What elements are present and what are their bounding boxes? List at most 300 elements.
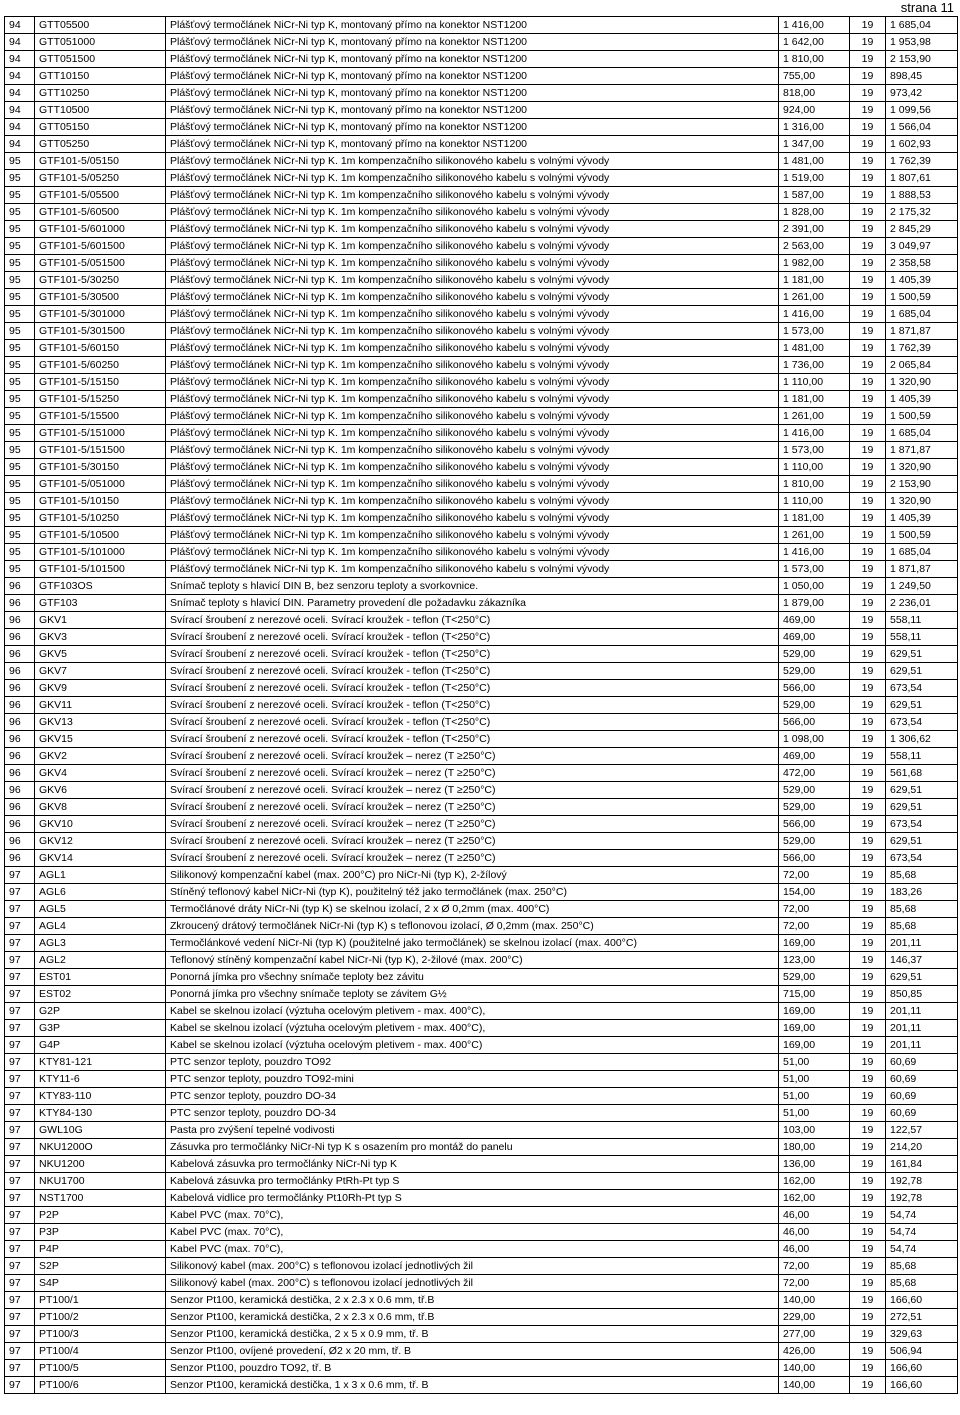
product-code-cell: GTF101-5/05150 (35, 153, 166, 170)
table-row (5, 816, 958, 833)
price-with-vat-cell: 1 685,04 (886, 544, 958, 561)
table-row (5, 1207, 958, 1224)
description-cell: Plášťový termočlánek NiCr-Ni typ K. 1m kompenzačního silikonového kabelu s volnými vývody (166, 476, 779, 493)
product-code-cell: P4P (35, 1241, 166, 1258)
price-cell: 755,00 (779, 68, 850, 85)
description-cell: Termočlánkové vedení NiCr-Ni (typ K) (použitelné jako termočlánek) se skelnou izolací (max. 400°C) (166, 935, 779, 952)
catalog-page-cell: 97 (5, 1088, 35, 1105)
description-cell: Senzor Pt100, ovíjené provedení, Ø2 x 20 mm, tř. B (166, 1343, 779, 1360)
vat-cell: 19 (850, 629, 886, 646)
catalog-page-cell: 95 (5, 255, 35, 272)
vat-cell: 19 (850, 374, 886, 391)
price-with-vat-cell: 192,78 (886, 1173, 958, 1190)
product-code-cell: P3P (35, 1224, 166, 1241)
price-with-vat-cell: 558,11 (886, 748, 958, 765)
description-cell: Plášťový termočlánek NiCr-Ni typ K. 1m kompenzačního silikonového kabelu s volnými vývody (166, 204, 779, 221)
catalog-page-cell: 95 (5, 153, 35, 170)
price-cell: 72,00 (779, 918, 850, 935)
catalog-page-cell: 97 (5, 952, 35, 969)
description-cell: Plášťový termočlánek NiCr-Ni typ K. 1m kompenzačního silikonového kabelu s volnými vývody (166, 221, 779, 238)
price-cell: 472,00 (779, 765, 850, 782)
catalog-page-cell: 95 (5, 476, 35, 493)
product-code-cell: PT100/3 (35, 1326, 166, 1343)
catalog-page-cell: 95 (5, 238, 35, 255)
table-row (5, 833, 958, 850)
catalog-page-cell: 95 (5, 374, 35, 391)
price-with-vat-cell: 973,42 (886, 85, 958, 102)
catalog-page-cell: 97 (5, 1173, 35, 1190)
description-cell: Svírací šroubení z nerezové oceli. Svírací kroužek - teflon (T<250°C) (166, 646, 779, 663)
description-cell: Stíněný teflonový kabel NiCr-Ni (typ K), použitelný též jako termočlánek (max. 250°C) (166, 884, 779, 901)
vat-cell: 19 (850, 255, 886, 272)
vat-cell: 19 (850, 884, 886, 901)
description-cell: Senzor Pt100, keramická destička, 1 x 3 x 0.6 mm, tř. B (166, 1377, 779, 1394)
product-code-cell: GKV2 (35, 748, 166, 765)
product-code-cell: S2P (35, 1258, 166, 1275)
description-cell: Plášťový termočlánek NiCr-Ni typ K, montovaný přímo na konektor NST1200 (166, 68, 779, 85)
vat-cell: 19 (850, 391, 886, 408)
price-cell: 162,00 (779, 1173, 850, 1190)
description-cell: Plášťový termočlánek NiCr-Ni typ K. 1m kompenzačního silikonového kabelu s volnými vývody (166, 255, 779, 272)
description-cell: Plášťový termočlánek NiCr-Ni typ K. 1m kompenzačního silikonového kabelu s volnými vývody (166, 425, 779, 442)
product-code-cell: NST1700 (35, 1190, 166, 1207)
vat-cell: 19 (850, 612, 886, 629)
table-row (5, 306, 958, 323)
table-row (5, 629, 958, 646)
table-row (5, 1377, 958, 1394)
catalog-page-cell: 95 (5, 442, 35, 459)
price-with-vat-cell: 60,69 (886, 1071, 958, 1088)
catalog-page-cell: 97 (5, 1224, 35, 1241)
vat-cell: 19 (850, 204, 886, 221)
vat-cell: 19 (850, 1122, 886, 1139)
catalog-page-cell: 95 (5, 272, 35, 289)
catalog-page-cell: 97 (5, 1377, 35, 1394)
price-cell: 1 261,00 (779, 289, 850, 306)
vat-cell: 19 (850, 119, 886, 136)
table-row (5, 901, 958, 918)
table-row (5, 68, 958, 85)
description-cell: Zásuvka pro termočlánky NiCr-Ni typ K s osazením pro montáž do panelu (166, 1139, 779, 1156)
product-code-cell: GTF101-5/151000 (35, 425, 166, 442)
product-code-cell: GKV12 (35, 833, 166, 850)
table-row (5, 1275, 958, 1292)
table-row (5, 782, 958, 799)
description-cell: Plášťový termočlánek NiCr-Ni typ K, montovaný přímo na konektor NST1200 (166, 85, 779, 102)
price-with-vat-cell: 146,37 (886, 952, 958, 969)
table-row (5, 170, 958, 187)
product-code-cell: G3P (35, 1020, 166, 1037)
price-cell: 169,00 (779, 1020, 850, 1037)
table-row (5, 136, 958, 153)
product-code-cell: GTF101-5/301500 (35, 323, 166, 340)
price-with-vat-cell: 2 065,84 (886, 357, 958, 374)
description-cell: Senzor Pt100, pouzdro TO92, tř. B (166, 1360, 779, 1377)
product-code-cell: GTF101-5/30250 (35, 272, 166, 289)
product-code-cell: EST02 (35, 986, 166, 1003)
price-cell: 715,00 (779, 986, 850, 1003)
price-cell: 426,00 (779, 1343, 850, 1360)
table-row (5, 17, 958, 34)
catalog-page-cell: 94 (5, 17, 35, 34)
price-cell: 154,00 (779, 884, 850, 901)
description-cell: Plášťový termočlánek NiCr-Ni typ K, montovaný přímo na konektor NST1200 (166, 136, 779, 153)
table-row (5, 867, 958, 884)
price-cell: 529,00 (779, 969, 850, 986)
price-with-vat-cell: 2 175,32 (886, 204, 958, 221)
description-cell: Svírací šroubení z nerezové oceli. Svírací kroužek - teflon (T<250°C) (166, 714, 779, 731)
catalog-page-cell: 96 (5, 714, 35, 731)
price-with-vat-cell: 1 762,39 (886, 153, 958, 170)
price-with-vat-cell: 1 320,90 (886, 374, 958, 391)
price-with-vat-cell: 629,51 (886, 799, 958, 816)
price-with-vat-cell: 1 762,39 (886, 340, 958, 357)
price-with-vat-cell: 673,54 (886, 680, 958, 697)
catalog-page-cell: 95 (5, 544, 35, 561)
vat-cell: 19 (850, 102, 886, 119)
price-cell: 1 587,00 (779, 187, 850, 204)
price-with-vat-cell: 54,74 (886, 1241, 958, 1258)
price-with-vat-cell: 2 358,58 (886, 255, 958, 272)
vat-cell: 19 (850, 170, 886, 187)
catalog-page-cell: 97 (5, 1326, 35, 1343)
price-with-vat-cell: 85,68 (886, 867, 958, 884)
price-with-vat-cell: 673,54 (886, 714, 958, 731)
catalog-page-cell: 97 (5, 1139, 35, 1156)
table-row (5, 1173, 958, 1190)
table-row (5, 748, 958, 765)
catalog-page-cell: 95 (5, 561, 35, 578)
description-cell: Plášťový termočlánek NiCr-Ni typ K. 1m kompenzačního silikonového kabelu s volnými vývody (166, 238, 779, 255)
vat-cell: 19 (850, 34, 886, 51)
table-row (5, 1156, 958, 1173)
table-row (5, 1309, 958, 1326)
product-code-cell: GTF101-5/05250 (35, 170, 166, 187)
description-cell: Silikonový kabel (max. 200°C) s teflonovou izolací jednotlivých žil (166, 1275, 779, 1292)
price-cell: 529,00 (779, 799, 850, 816)
description-cell: Ponorná jímka pro všechny snímače teploty se závitem G½ (166, 986, 779, 1003)
product-code-cell: S4P (35, 1275, 166, 1292)
price-with-vat-cell: 122,57 (886, 1122, 958, 1139)
catalog-page-cell: 97 (5, 1258, 35, 1275)
table-row (5, 459, 958, 476)
product-code-cell: GTT05500 (35, 17, 166, 34)
catalog-page-cell: 95 (5, 204, 35, 221)
product-code-cell: PT100/5 (35, 1360, 166, 1377)
price-cell: 180,00 (779, 1139, 850, 1156)
price-cell: 72,00 (779, 1258, 850, 1275)
price-with-vat-cell: 850,85 (886, 986, 958, 1003)
vat-cell: 19 (850, 340, 886, 357)
product-code-cell: GTT05250 (35, 136, 166, 153)
table-row (5, 425, 958, 442)
price-with-vat-cell: 1 602,93 (886, 136, 958, 153)
description-cell: Silikonový kabel (max. 200°C) s teflonovou izolací jednotlivých žil (166, 1258, 779, 1275)
vat-cell: 19 (850, 493, 886, 510)
vat-cell: 19 (850, 1156, 886, 1173)
product-code-cell: KTY11-6 (35, 1071, 166, 1088)
price-cell: 169,00 (779, 1003, 850, 1020)
price-with-vat-cell: 1 500,59 (886, 289, 958, 306)
price-cell: 72,00 (779, 867, 850, 884)
price-with-vat-cell: 898,45 (886, 68, 958, 85)
product-code-cell: GKV7 (35, 663, 166, 680)
vat-cell: 19 (850, 442, 886, 459)
catalog-page-cell: 95 (5, 425, 35, 442)
product-code-cell: PT100/2 (35, 1309, 166, 1326)
price-cell: 46,00 (779, 1224, 850, 1241)
price-with-vat-cell: 629,51 (886, 697, 958, 714)
catalog-page-cell: 97 (5, 884, 35, 901)
vat-cell: 19 (850, 1020, 886, 1037)
product-code-cell: NKU1200O (35, 1139, 166, 1156)
vat-cell: 19 (850, 816, 886, 833)
description-cell: Kabel se skelnou izolací (výztuha ocelovým pletivem - max. 400°C), (166, 1020, 779, 1037)
catalog-page-cell: 96 (5, 799, 35, 816)
price-with-vat-cell: 1 871,87 (886, 442, 958, 459)
catalog-page-cell: 94 (5, 34, 35, 51)
product-code-cell: GTF101-5/15500 (35, 408, 166, 425)
table-row (5, 255, 958, 272)
price-cell: 1 416,00 (779, 306, 850, 323)
table-row (5, 697, 958, 714)
catalog-page-cell: 95 (5, 459, 35, 476)
catalog-page-cell: 96 (5, 578, 35, 595)
table-row (5, 595, 958, 612)
catalog-page-cell: 96 (5, 765, 35, 782)
vat-cell: 19 (850, 561, 886, 578)
product-code-cell: KTY84-130 (35, 1105, 166, 1122)
price-cell: 123,00 (779, 952, 850, 969)
table-row (5, 612, 958, 629)
vat-cell: 19 (850, 527, 886, 544)
catalog-page-cell: 95 (5, 170, 35, 187)
vat-cell: 19 (850, 1173, 886, 1190)
product-code-cell: GTT10250 (35, 85, 166, 102)
catalog-page-cell: 94 (5, 136, 35, 153)
vat-cell: 19 (850, 1003, 886, 1020)
description-cell: Svírací šroubení z nerezové oceli. Svírací kroužek - teflon (T<250°C) (166, 612, 779, 629)
vat-cell: 19 (850, 476, 886, 493)
vat-cell: 19 (850, 1207, 886, 1224)
price-cell: 1 573,00 (779, 323, 850, 340)
price-with-vat-cell: 629,51 (886, 782, 958, 799)
vat-cell: 19 (850, 238, 886, 255)
vat-cell: 19 (850, 510, 886, 527)
vat-cell: 19 (850, 952, 886, 969)
vat-cell: 19 (850, 1326, 886, 1343)
description-cell: Kabelová zásuvka pro termočlánky NiCr-Ni typ K (166, 1156, 779, 1173)
description-cell: Plášťový termočlánek NiCr-Ni typ K. 1m kompenzačního silikonového kabelu s volnými vývody (166, 493, 779, 510)
catalog-page-cell: 96 (5, 595, 35, 612)
price-with-vat-cell: 2 845,29 (886, 221, 958, 238)
price-cell: 469,00 (779, 629, 850, 646)
price-cell: 1 316,00 (779, 119, 850, 136)
price-cell: 1 110,00 (779, 459, 850, 476)
table-row (5, 1360, 958, 1377)
price-cell: 1 416,00 (779, 425, 850, 442)
price-with-vat-cell: 1 685,04 (886, 17, 958, 34)
price-cell: 1 261,00 (779, 527, 850, 544)
product-code-cell: KTY81-121 (35, 1054, 166, 1071)
product-code-cell: GKV10 (35, 816, 166, 833)
product-code-cell: GTF101-5/15250 (35, 391, 166, 408)
table-row (5, 340, 958, 357)
description-cell: Svírací šroubení z nerezové oceli. Svírací kroužek - teflon (T<250°C) (166, 680, 779, 697)
catalog-page-cell: 97 (5, 1020, 35, 1037)
price-with-vat-cell: 60,69 (886, 1088, 958, 1105)
table-row (5, 918, 958, 935)
table-row (5, 561, 958, 578)
catalog-page-cell: 96 (5, 850, 35, 867)
price-with-vat-cell: 558,11 (886, 612, 958, 629)
table-row (5, 391, 958, 408)
table-row (5, 1105, 958, 1122)
table-row (5, 969, 958, 986)
price-with-vat-cell: 1 405,39 (886, 391, 958, 408)
product-code-cell: NKU1700 (35, 1173, 166, 1190)
description-cell: Plášťový termočlánek NiCr-Ni typ K. 1m kompenzačního silikonového kabelu s volnými vývody (166, 544, 779, 561)
catalog-page-cell: 97 (5, 1156, 35, 1173)
price-with-vat-cell: 85,68 (886, 1275, 958, 1292)
price-with-vat-cell: 166,60 (886, 1377, 958, 1394)
description-cell: Kabelová zásuvka pro termočlánky PtRh-Pt typ S (166, 1173, 779, 1190)
price-cell: 169,00 (779, 935, 850, 952)
product-code-cell: AGL3 (35, 935, 166, 952)
table-row (5, 1020, 958, 1037)
product-code-cell: GKV9 (35, 680, 166, 697)
price-cell: 1 050,00 (779, 578, 850, 595)
vat-cell: 19 (850, 306, 886, 323)
price-cell: 72,00 (779, 901, 850, 918)
table-row (5, 153, 958, 170)
description-cell: Plášťový termočlánek NiCr-Ni typ K. 1m kompenzačního silikonového kabelu s volnými vývody (166, 391, 779, 408)
price-cell: 51,00 (779, 1105, 850, 1122)
catalog-page-cell: 97 (5, 1054, 35, 1071)
price-with-vat-cell: 561,68 (886, 765, 958, 782)
price-with-vat-cell: 558,11 (886, 629, 958, 646)
product-code-cell: GTF101-5/301000 (35, 306, 166, 323)
price-cell: 1 481,00 (779, 153, 850, 170)
price-cell: 469,00 (779, 748, 850, 765)
vat-cell: 19 (850, 867, 886, 884)
price-cell: 140,00 (779, 1360, 850, 1377)
vat-cell: 19 (850, 680, 886, 697)
product-code-cell: GKV8 (35, 799, 166, 816)
description-cell: Plášťový termočlánek NiCr-Ni typ K. 1m kompenzačního silikonového kabelu s volnými vývody (166, 306, 779, 323)
vat-cell: 19 (850, 1360, 886, 1377)
catalog-page-cell: 95 (5, 357, 35, 374)
table-row (5, 34, 958, 51)
description-cell: Senzor Pt100, keramická destička, 2 x 5 x 0.9 mm, tř. B (166, 1326, 779, 1343)
price-with-vat-cell: 629,51 (886, 663, 958, 680)
description-cell: Svírací šroubení z nerezové oceli. Svírací kroužek – nerez (T ≥250°C) (166, 816, 779, 833)
description-cell: Svírací šroubení z nerezové oceli. Svírací kroužek – nerez (T ≥250°C) (166, 782, 779, 799)
product-code-cell: GTF101-5/10150 (35, 493, 166, 510)
table-row (5, 85, 958, 102)
price-cell: 140,00 (779, 1292, 850, 1309)
price-with-vat-cell: 1 566,04 (886, 119, 958, 136)
price-with-vat-cell: 192,78 (886, 1190, 958, 1207)
table-row (5, 544, 958, 561)
price-cell: 51,00 (779, 1054, 850, 1071)
table-row (5, 493, 958, 510)
price-cell: 103,00 (779, 1122, 850, 1139)
description-cell: Termočlánové dráty NiCr-Ni (typ K) se skelnou izolací, 2 x Ø 0,2mm (max. 400°C) (166, 901, 779, 918)
vat-cell: 19 (850, 731, 886, 748)
product-code-cell: GTF101-5/601500 (35, 238, 166, 255)
price-with-vat-cell: 1 099,56 (886, 102, 958, 119)
price-cell: 924,00 (779, 102, 850, 119)
product-code-cell: GTF101-5/10250 (35, 510, 166, 527)
catalog-page-cell: 97 (5, 986, 35, 1003)
catalog-page-cell: 95 (5, 323, 35, 340)
vat-cell: 19 (850, 1343, 886, 1360)
vat-cell: 19 (850, 544, 886, 561)
product-code-cell: GTT10500 (35, 102, 166, 119)
price-with-vat-cell: 1 953,98 (886, 34, 958, 51)
product-code-cell: GKV14 (35, 850, 166, 867)
catalog-page-cell: 97 (5, 867, 35, 884)
description-cell: Svírací šroubení z nerezové oceli. Svírací kroužek – nerez (T ≥250°C) (166, 833, 779, 850)
product-code-cell: AGL1 (35, 867, 166, 884)
description-cell: Svírací šroubení z nerezové oceli. Svírací kroužek - teflon (T<250°C) (166, 629, 779, 646)
table-row (5, 1258, 958, 1275)
vat-cell: 19 (850, 1309, 886, 1326)
table-row (5, 119, 958, 136)
price-with-vat-cell: 166,60 (886, 1292, 958, 1309)
price-cell: 169,00 (779, 1037, 850, 1054)
description-cell: Snímač teploty s hlavicí DIN B, bez senzoru teploty a svorkovnice. (166, 578, 779, 595)
description-cell: Svírací šroubení z nerezové oceli. Svírací kroužek – nerez (T ≥250°C) (166, 748, 779, 765)
catalog-page-cell: 96 (5, 833, 35, 850)
description-cell: Plášťový termočlánek NiCr-Ni typ K. 1m kompenzačního silikonového kabelu s volnými vývody (166, 272, 779, 289)
price-cell: 46,00 (779, 1207, 850, 1224)
price-with-vat-cell: 85,68 (886, 918, 958, 935)
description-cell: Plášťový termočlánek NiCr-Ni typ K, montovaný přímo na konektor NST1200 (166, 17, 779, 34)
table-row (5, 102, 958, 119)
catalog-page-cell: 97 (5, 918, 35, 935)
price-list-body (5, 17, 958, 1394)
price-with-vat-cell: 1 320,90 (886, 459, 958, 476)
vat-cell: 19 (850, 221, 886, 238)
vat-cell: 19 (850, 748, 886, 765)
table-row (5, 952, 958, 969)
price-cell: 566,00 (779, 816, 850, 833)
description-cell: Plášťový termočlánek NiCr-Ni typ K. 1m kompenzačního silikonového kabelu s volnými vývody (166, 357, 779, 374)
table-row (5, 323, 958, 340)
product-code-cell: GTF101-5/30150 (35, 459, 166, 476)
catalog-page-cell: 97 (5, 1309, 35, 1326)
price-with-vat-cell: 60,69 (886, 1054, 958, 1071)
vat-cell: 19 (850, 1377, 886, 1394)
price-cell: 566,00 (779, 714, 850, 731)
vat-cell: 19 (850, 1241, 886, 1258)
product-code-cell: GTF101-5/05500 (35, 187, 166, 204)
product-code-cell: GKV13 (35, 714, 166, 731)
price-with-vat-cell: 201,11 (886, 1003, 958, 1020)
description-cell: Zkroucený drátový termočlánek NiCr-Ni (typ K) s teflonovou izolací, Ø 0,2mm (max. 250°C) (166, 918, 779, 935)
price-cell: 51,00 (779, 1071, 850, 1088)
table-row (5, 578, 958, 595)
price-with-vat-cell: 1 807,61 (886, 170, 958, 187)
product-code-cell: G2P (35, 1003, 166, 1020)
table-row (5, 527, 958, 544)
description-cell: Kabel se skelnou izolací (výztuha ocelovým pletivem - max. 400°C) (166, 1037, 779, 1054)
description-cell: Plášťový termočlánek NiCr-Ni typ K. 1m kompenzačního silikonového kabelu s volnými vývody (166, 187, 779, 204)
table-row (5, 221, 958, 238)
catalog-page-cell: 95 (5, 187, 35, 204)
